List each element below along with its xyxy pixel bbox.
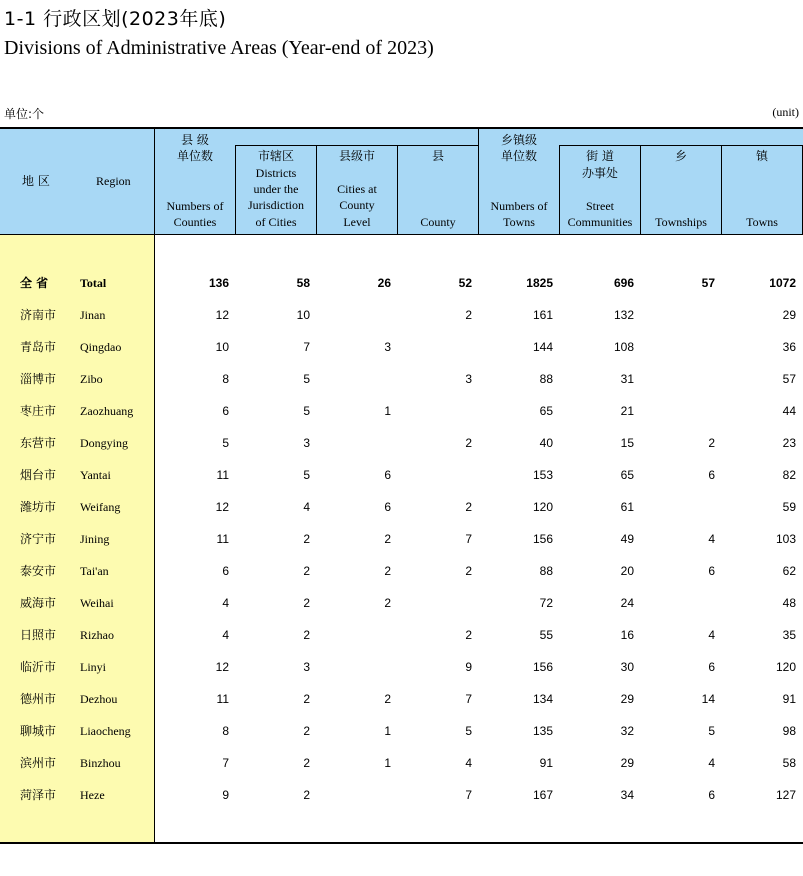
table-cell: 6 xyxy=(708,788,715,802)
region-name-en: Tai'an xyxy=(80,564,109,578)
table-row xyxy=(0,531,803,563)
header-town-level-cn: 单位数 xyxy=(500,149,537,163)
table-cell: 57 xyxy=(701,276,715,290)
table-cell: 6 xyxy=(222,404,229,418)
table-row xyxy=(0,691,803,723)
table-cell: 4 xyxy=(708,628,715,642)
header-cities-en: Cities at xyxy=(337,182,377,196)
header-county-level-en: Counties xyxy=(173,215,217,229)
table-cell: 2 xyxy=(465,628,472,642)
table-row xyxy=(0,755,803,787)
header-street-cn: 街 道 xyxy=(586,149,614,163)
region-name-cn: 聊城市 xyxy=(20,724,57,738)
region-name-en: Zibo xyxy=(80,372,103,386)
table-cell: 88 xyxy=(539,564,553,578)
region-name-cn: 泰安市 xyxy=(20,564,57,578)
table-cell: 9 xyxy=(465,660,472,674)
table-cell: 108 xyxy=(613,340,634,354)
table-cell: 2 xyxy=(303,596,310,610)
table-cell: 98 xyxy=(782,724,796,738)
table-cell: 167 xyxy=(532,788,553,802)
table-cell: 156 xyxy=(532,660,553,674)
table-row xyxy=(0,435,803,467)
region-name-en: Rizhao xyxy=(80,628,114,642)
region-name-en: Binzhou xyxy=(80,756,121,770)
table-cell: 8 xyxy=(222,372,229,386)
header-districts-cn: 市辖区 xyxy=(257,149,294,163)
table-cell: 32 xyxy=(620,724,634,738)
table-cell: 5 xyxy=(303,372,310,386)
region-name-cn: 青岛市 xyxy=(20,340,57,354)
table-cell: 58 xyxy=(782,756,796,770)
header-towns-cn: 镇 xyxy=(755,149,768,163)
table-cell: 8 xyxy=(222,724,229,738)
header-county-en: County xyxy=(420,215,456,229)
table-cell: 4 xyxy=(708,756,715,770)
region-name-cn: 滨州市 xyxy=(20,756,57,770)
table-cell: 2 xyxy=(384,596,391,610)
table-cell: 6 xyxy=(708,468,715,482)
table-cell: 156 xyxy=(532,532,553,546)
table-row xyxy=(0,307,803,339)
table-cell: 1 xyxy=(384,756,391,770)
table-cell: 91 xyxy=(782,692,796,706)
page-title-en: Divisions of Administrative Areas (Year-end of 2023) xyxy=(4,37,434,59)
table-cell: 2 xyxy=(708,436,715,450)
table-cell: 7 xyxy=(465,788,472,802)
table-cell: 91 xyxy=(539,756,553,770)
table-cell: 29 xyxy=(782,308,796,322)
region-name-en: Jinan xyxy=(80,308,106,322)
table-cell: 5 xyxy=(708,724,715,738)
table-cell: 6 xyxy=(384,500,391,514)
table-cell: 6 xyxy=(708,660,715,674)
table-cell: 40 xyxy=(539,436,553,450)
region-name-en: Zaozhuang xyxy=(80,404,134,418)
region-name-en: Yantai xyxy=(80,468,111,482)
page-title-cn: 1-1 行政区划(2023年底) xyxy=(4,8,227,30)
header-districts-en: under the xyxy=(253,182,299,196)
table-cell: 2 xyxy=(384,564,391,578)
subheader-rule-left xyxy=(236,145,479,146)
region-name-en: Liaocheng xyxy=(80,724,131,738)
table-top-rule xyxy=(0,127,803,129)
table-cell: 72 xyxy=(539,596,553,610)
table-cell: 2 xyxy=(303,692,310,706)
region-name-en: Heze xyxy=(80,788,105,802)
table-cell: 16 xyxy=(620,628,634,642)
table-cell: 44 xyxy=(782,404,796,418)
table-cell: 21 xyxy=(620,404,634,418)
header-township-cn: 乡 xyxy=(674,149,687,163)
table-row xyxy=(0,371,803,403)
table-row-total xyxy=(0,275,803,307)
region-name-en: Linyi xyxy=(80,660,106,674)
header-bottom-rule xyxy=(0,234,803,235)
region-name-en: Qingdao xyxy=(80,340,122,354)
header-street-cn: 办事处 xyxy=(581,166,618,180)
header-county-level-cn: 单位数 xyxy=(176,149,213,163)
header-town-level-cn: 乡镇级 xyxy=(500,133,537,147)
table-cell: 2 xyxy=(384,692,391,706)
table-cell: 4 xyxy=(303,500,310,514)
table-cell: 135 xyxy=(532,724,553,738)
header-street-en: Communities xyxy=(567,215,633,229)
table-cell: 4 xyxy=(708,532,715,546)
region-name-cn: 烟台市 xyxy=(20,468,57,482)
table-row xyxy=(0,467,803,499)
region-name-en: Weifang xyxy=(80,500,121,514)
unit-label-en: (unit) xyxy=(772,105,799,119)
table-cell: 3 xyxy=(303,436,310,450)
table-cell: 1072 xyxy=(769,276,796,290)
table-cell: 12 xyxy=(215,500,229,514)
region-name-cn: 威海市 xyxy=(20,596,57,610)
header-cities-en: County xyxy=(339,198,375,212)
table-cell: 5 xyxy=(303,468,310,482)
table-cell: 57 xyxy=(782,372,796,386)
table-cell: 2 xyxy=(384,532,391,546)
table-cell: 3 xyxy=(384,340,391,354)
header-township-en: Townships xyxy=(655,215,707,229)
region-name-cn: 潍坊市 xyxy=(20,500,57,514)
table-cell: 2 xyxy=(465,500,472,514)
table-row xyxy=(0,659,803,691)
region-name-en: Weihai xyxy=(80,596,114,610)
table-cell: 48 xyxy=(782,596,796,610)
table-cell: 23 xyxy=(782,436,796,450)
header-county-cn: 县 xyxy=(431,149,444,163)
table-cell: 134 xyxy=(532,692,553,706)
table-cell: 24 xyxy=(620,596,634,610)
table-row xyxy=(0,499,803,531)
table-row xyxy=(0,627,803,659)
table-cell: 10 xyxy=(296,308,310,322)
divisions-table xyxy=(0,127,803,843)
region-name-cn: 东营市 xyxy=(20,436,57,450)
table-cell: 26 xyxy=(377,276,391,290)
region-name-cn: 济宁市 xyxy=(20,532,57,546)
table-cell: 29 xyxy=(620,756,634,770)
header-districts-en: Jurisdiction xyxy=(248,198,304,212)
table-cell: 4 xyxy=(465,756,472,770)
table-cell: 65 xyxy=(620,468,634,482)
header-county-level-cn: 县 级 xyxy=(181,133,209,147)
table-cell: 11 xyxy=(216,468,229,482)
region-name-en: Dongying xyxy=(80,436,128,450)
table-cell: 5 xyxy=(222,436,229,450)
table-cell: 136 xyxy=(208,276,229,290)
table-cell: 1825 xyxy=(526,276,553,290)
table-cell: 6 xyxy=(222,564,229,578)
table-cell: 2 xyxy=(465,436,472,450)
subheader-rule-right xyxy=(559,145,803,146)
table-cell: 34 xyxy=(620,788,634,802)
table-cell: 29 xyxy=(620,692,634,706)
table-cell: 153 xyxy=(532,468,553,482)
header-towns-en: Towns xyxy=(746,215,778,229)
table-cell: 65 xyxy=(539,404,553,418)
region-name-en: Total xyxy=(80,276,107,290)
table-cell: 7 xyxy=(222,756,229,770)
table-cell: 9 xyxy=(222,788,229,802)
table-cell: 3 xyxy=(303,660,310,674)
table-cell: 36 xyxy=(782,340,796,354)
table-row xyxy=(0,787,803,819)
table-cell: 2 xyxy=(303,628,310,642)
table-cell: 30 xyxy=(620,660,634,674)
table-row xyxy=(0,563,803,595)
table-cell: 35 xyxy=(782,628,796,642)
region-name-en: Jining xyxy=(80,532,110,546)
table-cell: 161 xyxy=(532,308,553,322)
table-cell: 144 xyxy=(532,340,553,354)
table-cell: 12 xyxy=(215,660,229,674)
table-cell: 4 xyxy=(222,628,229,642)
table-cell: 120 xyxy=(775,660,796,674)
table-cell: 1 xyxy=(384,404,391,418)
table-cell: 696 xyxy=(613,276,634,290)
table-cell: 14 xyxy=(701,692,715,706)
table-cell: 2 xyxy=(303,532,310,546)
table-cell: 127 xyxy=(775,788,796,802)
table-cell: 49 xyxy=(620,532,634,546)
table-row xyxy=(0,723,803,755)
table-cell: 12 xyxy=(215,308,229,322)
header-cities-cn: 县级市 xyxy=(338,149,375,163)
table-cell: 20 xyxy=(620,564,634,578)
table-cell: 3 xyxy=(465,372,472,386)
header-town-level-en: Numbers of xyxy=(490,199,548,213)
table-row xyxy=(0,595,803,627)
table-cell: 7 xyxy=(465,532,472,546)
table-cell: 5 xyxy=(465,724,472,738)
header-county-level-en: Numbers of xyxy=(166,199,224,213)
table-cell: 5 xyxy=(303,404,310,418)
region-name-cn: 枣庄市 xyxy=(20,404,57,418)
table-row xyxy=(0,403,803,435)
table-cell: 2 xyxy=(303,564,310,578)
table-cell: 15 xyxy=(620,436,634,450)
table-cell: 11 xyxy=(216,532,229,546)
table-cell: 58 xyxy=(296,276,310,290)
table-cell: 132 xyxy=(613,308,634,322)
table-cell: 59 xyxy=(782,500,796,514)
table-cell: 7 xyxy=(465,692,472,706)
table-cell: 2 xyxy=(303,724,310,738)
table-cell: 103 xyxy=(775,532,796,546)
region-name-cn: 德州市 xyxy=(20,692,57,706)
header-districts-en: of Cities xyxy=(255,215,297,229)
table-cell: 11 xyxy=(216,692,229,706)
table-cell: 6 xyxy=(384,468,391,482)
table-cell: 2 xyxy=(303,756,310,770)
table-cell: 31 xyxy=(620,372,634,386)
region-name-cn: 淄博市 xyxy=(20,372,57,386)
table-cell: 10 xyxy=(215,340,229,354)
header-street-en: Street xyxy=(586,199,614,213)
table-cell: 2 xyxy=(465,308,472,322)
table-cell: 55 xyxy=(539,628,553,642)
region-name-cn: 日照市 xyxy=(20,628,57,642)
header-region-en: Region xyxy=(96,174,131,188)
table-cell: 88 xyxy=(539,372,553,386)
table-cell: 52 xyxy=(458,276,472,290)
header-region-cn: 地 区 xyxy=(22,174,50,188)
table-cell: 61 xyxy=(620,500,634,514)
table-cell: 62 xyxy=(782,564,796,578)
table-cell: 7 xyxy=(303,340,310,354)
region-name-en: Dezhou xyxy=(80,692,118,706)
table-cell: 1 xyxy=(384,724,391,738)
region-name-cn: 济南市 xyxy=(20,308,57,322)
header-cities-en: Level xyxy=(343,215,371,229)
region-name-cn: 菏泽市 xyxy=(20,788,57,802)
unit-label-cn: 单位:个 xyxy=(4,107,45,121)
table-cell: 6 xyxy=(708,564,715,578)
header-town-level-en: Towns xyxy=(503,215,535,229)
table-cell: 120 xyxy=(532,500,553,514)
region-name-cn: 全 省 xyxy=(20,276,49,290)
header-districts-en: Districts xyxy=(255,166,297,180)
table-cell: 2 xyxy=(465,564,472,578)
region-name-cn: 临沂市 xyxy=(20,660,57,674)
table-bottom-rule xyxy=(0,842,803,844)
table-row xyxy=(0,339,803,371)
table-cell: 82 xyxy=(782,468,796,482)
table-cell: 2 xyxy=(303,788,310,802)
table-cell: 4 xyxy=(222,596,229,610)
